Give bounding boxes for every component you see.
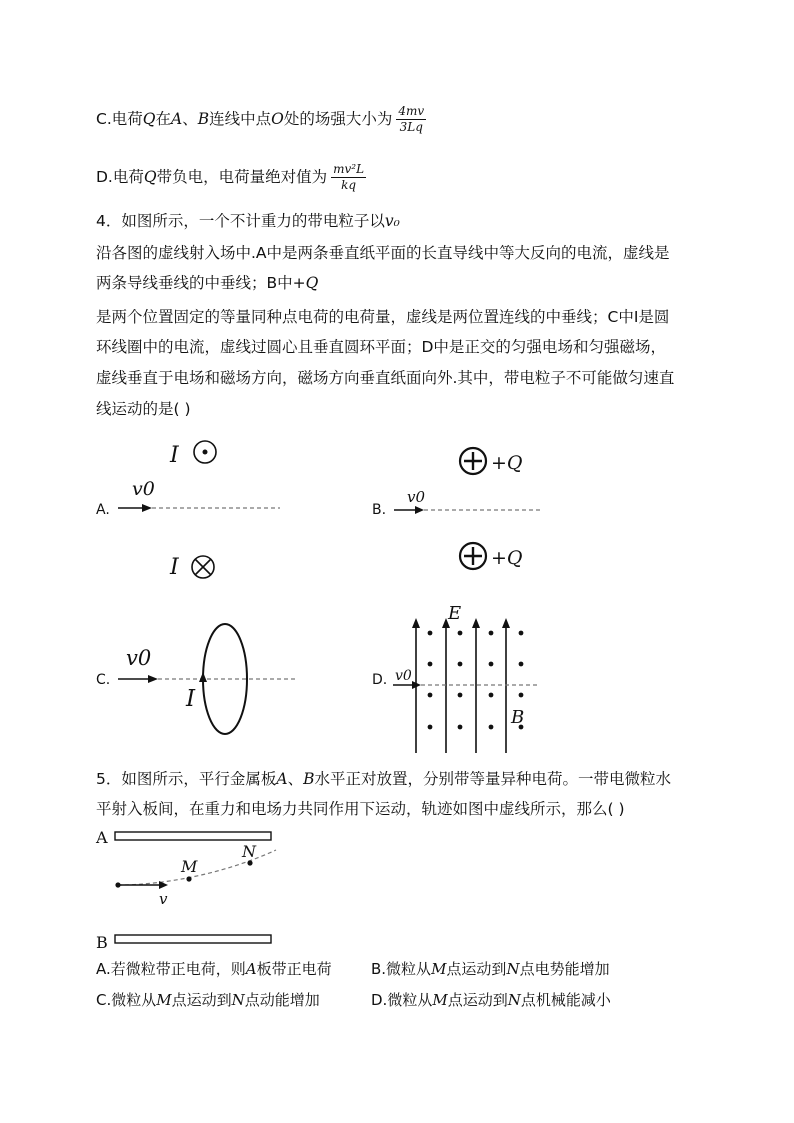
velocity-label: v0 — [126, 646, 152, 670]
q4-text: 两条导线垂线的中垂线；B中+ — [96, 274, 306, 292]
point-n-label: N — [242, 842, 256, 861]
figure-d-label: D. — [372, 672, 388, 688]
point-n: N — [506, 960, 520, 978]
arrow-head — [472, 618, 480, 628]
point-n: N — [231, 991, 245, 1009]
charge-q: Q — [143, 168, 157, 186]
fraction-numerator: mv²L — [333, 162, 365, 176]
b-dot — [428, 693, 433, 698]
plate-a — [115, 832, 271, 840]
point-m: M — [431, 960, 447, 978]
q5-option-b[interactable] — [371, 958, 610, 980]
text: 连线中点 — [209, 110, 272, 128]
charge-q: Q — [142, 110, 156, 128]
figure-b — [390, 440, 590, 590]
q4-line3 — [96, 272, 318, 294]
plate-a-label: A — [96, 828, 108, 847]
option-c-prev — [96, 104, 426, 135]
arrow-head — [502, 618, 510, 628]
point-m-label: M — [181, 857, 198, 876]
velocity-label: v — [159, 890, 168, 908]
option-text: C.微粒从 — [96, 991, 157, 1009]
plate-b-label: B — [96, 933, 108, 952]
current-i: I — [186, 686, 196, 712]
text: 带负电，电荷量绝对值为 — [156, 168, 328, 186]
point-m — [186, 876, 191, 881]
b-dot — [458, 693, 463, 698]
fraction-denominator: 3Lq — [399, 120, 423, 134]
q5-option-c[interactable] — [96, 989, 320, 1011]
v0-symbol: v₀ — [384, 212, 400, 230]
option-text: D.微粒从 — [371, 991, 433, 1009]
q4-line6: 虚线垂直于电场和磁场方向，磁场方向垂直纸面向外.其中，带电粒子不可能做匀速直 — [96, 369, 675, 387]
velocity-label: v0 — [395, 668, 412, 684]
point-b: B — [197, 110, 210, 128]
b-dot — [489, 662, 494, 667]
b-dot — [458, 631, 463, 636]
b-dot — [519, 662, 524, 667]
point-m: M — [156, 991, 172, 1009]
option-text: B.微粒从 — [371, 960, 432, 978]
charge-top-label: +Q — [491, 452, 523, 474]
q4-text: 4．如图所示，一个不计重力的带电粒子以 — [96, 212, 385, 230]
figure-a-label: A. — [96, 502, 110, 518]
point-n: N — [507, 991, 521, 1009]
arrow-head — [415, 506, 424, 514]
current-i-bottom: I — [170, 555, 179, 580]
figure-d — [390, 600, 570, 750]
figure-c — [110, 620, 310, 750]
figure-c-label: C. — [96, 672, 111, 688]
current-out-dot — [203, 450, 208, 455]
option-text: 点运动到 — [446, 960, 507, 978]
q4-line1 — [96, 210, 400, 232]
fraction-charge — [331, 162, 366, 193]
plate-a: A — [245, 960, 257, 978]
velocity-label: v0 — [407, 488, 426, 506]
b-dot — [519, 693, 524, 698]
point-m: M — [432, 991, 448, 1009]
e-field-label: E — [448, 603, 462, 624]
plate-a: A — [276, 770, 288, 788]
fraction-numerator: 4mv — [398, 104, 425, 118]
charge-q: Q — [305, 274, 319, 292]
option-text: 点机械能减小 — [520, 991, 611, 1009]
current-direction-icon — [199, 672, 207, 682]
separator: 、 — [287, 770, 304, 788]
b-field-label: B — [511, 707, 525, 728]
fraction-field — [396, 104, 426, 135]
figure-b-label: B. — [372, 502, 387, 518]
b-dot — [428, 662, 433, 667]
plate-b: B — [303, 770, 315, 788]
option-text: 点运动到 — [171, 991, 232, 1009]
fraction-denominator: kq — [341, 178, 357, 192]
plate-b — [115, 935, 271, 943]
option-text: A.若微粒带正电荷，则 — [96, 960, 246, 978]
current-i-top: I — [170, 443, 179, 468]
q5-line2: 平射入板间，在重力和电场力共同作用下运动，轨迹如图中虚线所示，那么( ) — [96, 800, 625, 818]
q4-line5: 环线圈中的电流，虚线过圆心且垂直圆环平面；D中是正交的匀强电场和匀强磁场， — [96, 338, 666, 356]
text: 处的场强大小为 — [283, 110, 393, 128]
q4-line7: 线运动的是( ) — [96, 400, 191, 418]
arrow-head — [142, 504, 152, 512]
b-dot — [428, 631, 433, 636]
option-text: 点电势能增加 — [519, 960, 610, 978]
q5-text: 5．如图所示，平行金属板 — [96, 770, 277, 788]
q5-option-a[interactable] — [96, 958, 332, 980]
b-dot — [489, 693, 494, 698]
option-d-prev — [96, 162, 366, 193]
b-dot — [519, 631, 524, 636]
b-dot — [458, 725, 463, 730]
separator: 、 — [182, 110, 198, 128]
option-d-prefix: D.电荷 — [96, 168, 144, 186]
q5-text: 水平正对放置，分别带等量异种电荷。一带电微粒水 — [314, 770, 671, 788]
point-n — [247, 860, 252, 865]
text: 在 — [155, 110, 171, 128]
b-dot — [489, 631, 494, 636]
b-dot — [428, 725, 433, 730]
q5-line1 — [96, 768, 671, 790]
option-c-prefix: C.电荷 — [96, 110, 143, 128]
option-text: 点动能增加 — [244, 991, 320, 1009]
q5-option-d[interactable] — [371, 989, 611, 1011]
figure-q5 — [96, 828, 296, 953]
option-text: 点运动到 — [447, 991, 508, 1009]
figure-a — [110, 430, 310, 580]
arrow-head — [412, 618, 420, 628]
q4-line2: 沿各图的虚线射入场中.A中是两条垂直纸平面的长直导线中等大反向的电流，虚线是 — [96, 244, 670, 262]
q4-line4: 是两个位置固定的等量同种点电荷的电荷量，虚线是两位置连线的中垂线；C中I是圆 — [96, 308, 670, 326]
arrow-head — [148, 675, 158, 683]
point-o: O — [271, 110, 284, 128]
b-dot — [458, 662, 463, 667]
particle-start — [115, 882, 120, 887]
charge-bottom-label: +Q — [491, 547, 523, 569]
option-text: 板带正电荷 — [256, 960, 332, 978]
point-a: A — [170, 110, 183, 128]
velocity-label: v0 — [132, 478, 155, 500]
b-dot — [489, 725, 494, 730]
